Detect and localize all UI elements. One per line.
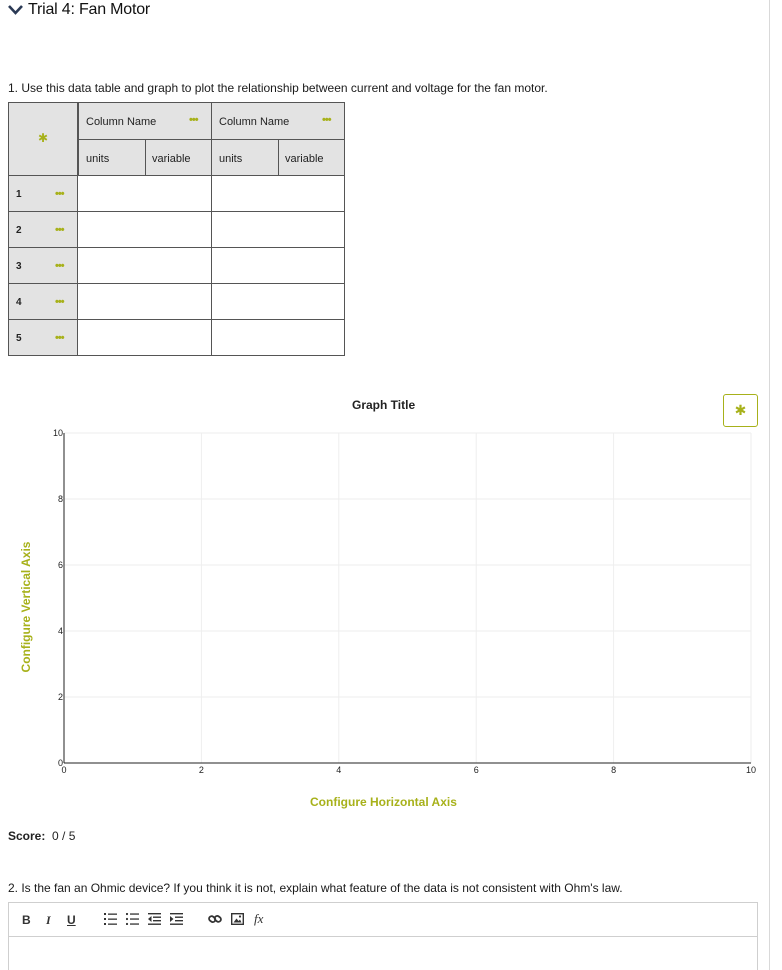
row-number: 2 [16,225,22,236]
y-tick-label: 4 [57,626,63,636]
table-cell[interactable] [77,175,212,212]
column-2-variable: variable [285,153,324,165]
table-cell[interactable] [77,283,212,320]
row-number: 4 [16,297,22,308]
row-menu-icon[interactable]: ••• [55,296,64,308]
x-tick-label: 4 [336,765,342,775]
row-menu-icon[interactable]: ••• [55,260,64,272]
x-tick-label: 6 [473,765,479,775]
row-menu-icon[interactable]: ••• [55,332,64,344]
column-name-1: Column Name [86,116,157,128]
graph-title[interactable]: Graph Title [352,398,416,412]
table-corner [8,102,78,176]
column-2-units: units [219,153,243,165]
column-2-variable-cell[interactable] [278,139,345,176]
x-tick-label: 8 [611,765,617,775]
score-value: 0 / 5 [52,829,76,843]
x-axis-label[interactable]: Configure Horizontal Axis [310,795,457,809]
table-row-header [8,211,78,248]
table-cell[interactable] [77,319,212,356]
table-cell[interactable] [211,319,345,356]
link-icon[interactable] [208,913,222,925]
x-tick-label: 2 [198,765,204,775]
row-number: 5 [16,333,22,344]
underline-button[interactable]: U [67,913,76,927]
column-2-units-cell[interactable] [211,139,279,176]
data-table [8,102,345,356]
gear-icon: ✱ [734,402,747,418]
y-tick-label: 10 [52,428,63,438]
row-menu-icon[interactable]: ••• [55,188,64,200]
table-row-header [8,175,78,212]
column-name-2: Column Name [219,116,290,128]
column-1-units: units [86,153,110,165]
column-header-1[interactable] [78,102,212,140]
trial-header[interactable] [8,0,150,20]
bold-button[interactable]: B [22,913,31,927]
chevron-down-icon [8,4,23,16]
table-row-header [8,247,78,284]
page-right-border [769,0,770,970]
score [8,829,75,843]
column-1-units-cell[interactable] [78,139,146,176]
table-row-header [8,319,78,356]
italic-button[interactable]: I [46,913,51,927]
score-label: Score: [8,829,46,843]
table-cell[interactable] [211,247,345,284]
image-icon[interactable] [231,913,244,925]
column-1-variable-cell[interactable] [145,139,212,176]
trial-title: Trial 4: Fan Motor [28,1,151,18]
indent-icon[interactable] [170,913,183,925]
y-tick-label: 8 [57,494,63,504]
column-1-variable: variable [152,153,191,165]
column-header-2[interactable] [211,102,345,140]
formula-button[interactable]: fx [254,911,264,926]
row-number: 1 [16,189,22,200]
x-tick-label: 10 [745,765,757,775]
y-axis-label[interactable]: Configure Vertical Axis [19,541,33,673]
question-2-text: 2. Is the fan an Ohmic device? If you think it is not, explain what feature of the data is not consistent with Ohm's law. [8,881,623,895]
bullet-list-icon[interactable] [126,913,139,925]
table-cell[interactable] [211,211,345,248]
column-1-menu-icon[interactable]: ••• [189,114,198,126]
outdent-icon[interactable] [148,913,161,925]
table-cell[interactable] [211,175,345,212]
question-1-text: 1. Use this data table and graph to plot the relationship between current and voltage for the fan motor. [8,81,548,95]
editor-toolbar [9,903,757,937]
row-menu-icon[interactable]: ••• [55,224,64,236]
y-tick-label: 6 [57,560,63,570]
y-tick-label: 0 [57,758,63,768]
table-cell[interactable] [77,247,212,284]
row-number: 3 [16,261,22,272]
graph-settings-button[interactable] [723,394,758,427]
ordered-list-icon[interactable] [104,913,117,925]
y-tick-label: 2 [57,692,63,702]
x-tick-label: 0 [61,765,67,775]
column-2-menu-icon[interactable]: ••• [322,114,331,126]
table-row-header [8,283,78,320]
table-cell[interactable] [77,211,212,248]
answer-editor[interactable] [8,902,758,970]
table-cell[interactable] [211,283,345,320]
table-settings-gear-icon[interactable]: ✱ [38,131,49,145]
